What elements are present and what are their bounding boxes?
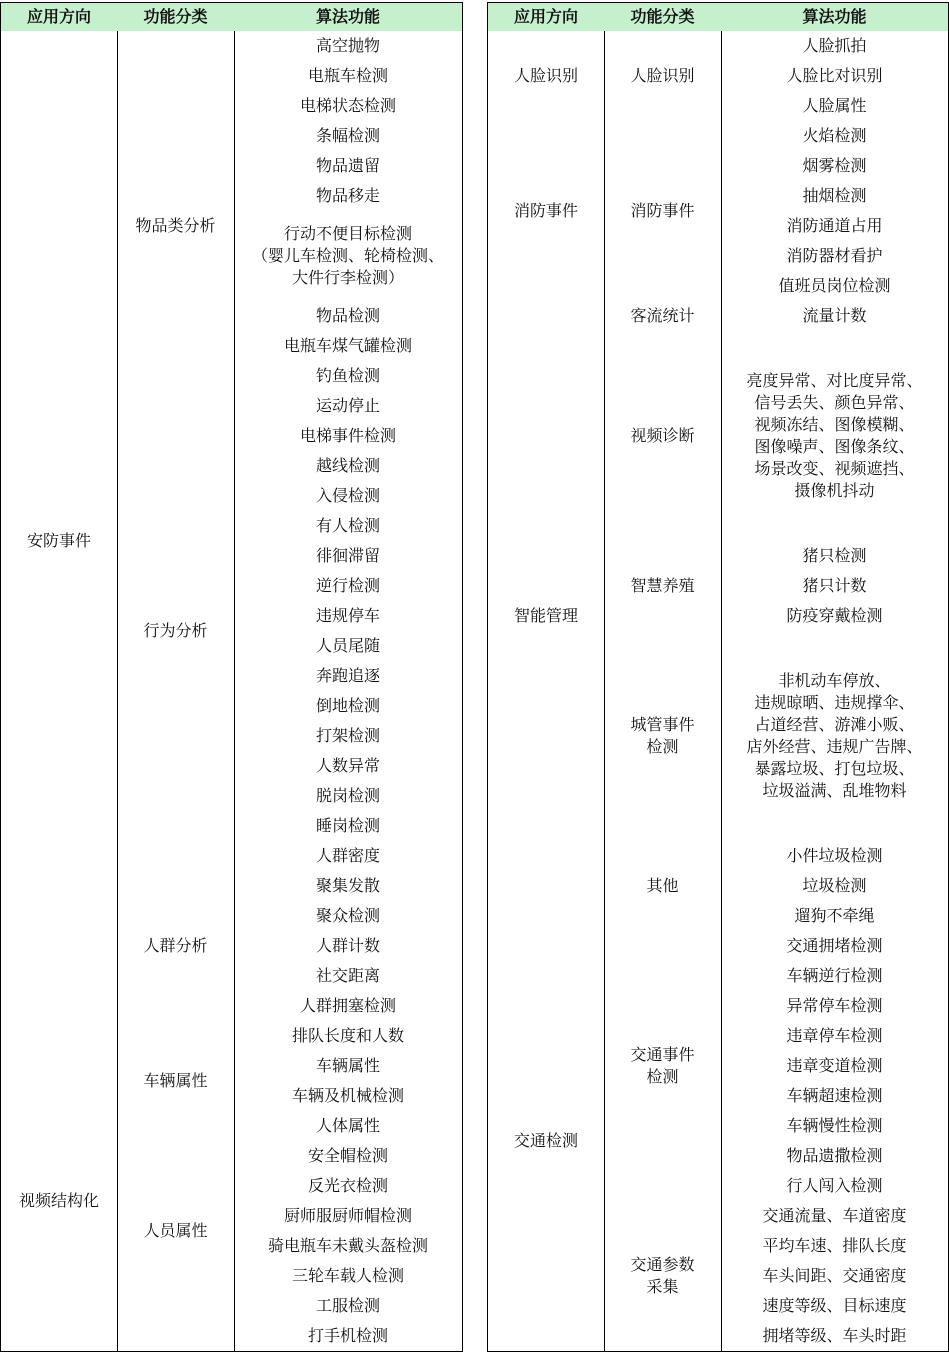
right-function-cell: 防疫穿戴检测	[721, 601, 949, 632]
right-category-cell: 城管事件 检测	[604, 631, 722, 842]
left-function-cell: 条幅检测	[234, 121, 463, 152]
right-category-cell: 人脸识别	[604, 31, 722, 122]
left-function-cell: 人员尾随	[234, 631, 463, 662]
right-function-cell: 车头间距、交通密度	[721, 1261, 949, 1292]
left-category-cell: 人群分析	[117, 841, 235, 1052]
left-function-cell: 电梯事件检测	[234, 421, 463, 452]
right-function-cell: 火焰检测	[721, 121, 949, 152]
right-function-cell: 人脸比对识别	[721, 61, 949, 92]
left-function-cell: 聚集发散	[234, 871, 463, 902]
left-function-cell: 人体属性	[234, 1111, 463, 1142]
left-function-cell: 电梯状态检测	[234, 91, 463, 122]
right-header-category: 功能分类	[604, 2, 722, 32]
left-function-cell: 入侵检测	[234, 481, 463, 512]
right-category-cell: 交通参数 采集	[604, 1201, 722, 1352]
left-function-cell: 打架检测	[234, 721, 463, 752]
right-function-cell: 交通流量、车道密度	[721, 1201, 949, 1232]
left-category-cell: 人员属性	[117, 1111, 235, 1352]
left-function-cell: 排队长度和人数	[234, 1021, 463, 1052]
right-function-cell: 速度等级、目标速度	[721, 1291, 949, 1322]
right-function-cell: 物品遗撒检测	[721, 1141, 949, 1172]
left-function-cell: 社交距离	[234, 961, 463, 992]
left-function-cell: 人数异常	[234, 751, 463, 782]
left-function-cell: 打手机检测	[234, 1321, 463, 1352]
left-function-cell: 反光衣检测	[234, 1171, 463, 1202]
left-function-cell: 行动不便目标检测 （婴儿车检测、轮椅检测、 大件行李检测）	[234, 211, 463, 302]
left-function-cell: 徘徊滞留	[234, 541, 463, 572]
left-function-cell: 骑电瓶车未戴头盔检测	[234, 1231, 463, 1262]
left-function-cell: 车辆属性	[234, 1051, 463, 1082]
left-function-cell: 睡岗检测	[234, 811, 463, 842]
right-function-cell: 违章停车检测	[721, 1021, 949, 1052]
left-function-cell: 物品检测	[234, 301, 463, 332]
right-function-cell: 平均车速、排队长度	[721, 1231, 949, 1262]
right-function-cell: 交通拥堵检测	[721, 931, 949, 962]
left-function-cell: 物品移走	[234, 181, 463, 212]
right-function-cell: 亮度异常、对比度异常、 信号丢失、颜色异常、 视频冻结、图像模糊、 图像噪声、图像条纹、 场景改变、视频遮挡、 摄像机抖动	[721, 331, 949, 542]
right-category-cell: 消防事件	[604, 121, 722, 302]
left-function-cell: 逆行检测	[234, 571, 463, 602]
left-function-cell: 钓鱼检测	[234, 361, 463, 392]
right-function-cell: 烟雾检测	[721, 151, 949, 182]
left-direction-cell: 视频结构化	[0, 1051, 118, 1352]
right-category-cell: 视频诊断	[604, 331, 722, 542]
right-function-cell: 垃圾检测	[721, 871, 949, 902]
left-category-cell: 车辆属性	[117, 1051, 235, 1112]
left-function-cell: 三轮车载人检测	[234, 1261, 463, 1292]
left-function-cell: 奔跑追逐	[234, 661, 463, 692]
right-header-function: 算法功能	[721, 2, 949, 32]
right-function-cell: 违章变道检测	[721, 1051, 949, 1082]
right-function-cell: 车辆慢性检测	[721, 1111, 949, 1142]
left-category-cell: 物品类分析	[117, 31, 235, 422]
left-function-cell: 车辆及机械检测	[234, 1081, 463, 1112]
right-direction-cell: 消防事件	[487, 121, 605, 302]
left-function-cell: 倒地检测	[234, 691, 463, 722]
left-function-cell: 聚众检测	[234, 901, 463, 932]
right-function-cell: 异常停车检测	[721, 991, 949, 1022]
left-function-cell: 人群密度	[234, 841, 463, 872]
left-function-cell: 脱岗检测	[234, 781, 463, 812]
left-function-cell: 高空抛物	[234, 31, 463, 62]
left-function-cell: 违规停车	[234, 601, 463, 632]
right-direction-cell: 智能管理	[487, 301, 605, 932]
left-header-category: 功能分类	[117, 2, 235, 32]
right-function-cell: 流量计数	[721, 301, 949, 332]
right-category-cell: 智慧养殖	[604, 541, 722, 632]
right-function-cell: 值班员岗位检测	[721, 271, 949, 302]
right-category-cell: 客流统计	[604, 301, 722, 332]
left-function-cell: 电瓶车煤气罐检测	[234, 331, 463, 362]
right-function-cell: 猪只检测	[721, 541, 949, 572]
left-direction-cell: 安防事件	[0, 31, 118, 1052]
right-function-cell: 非机动车停放、 违规晾晒、违规撑伞、 占道经营、游滩小贩、 店外经营、违规广告牌、 暴露垃圾、打包垃圾、 垃圾溢满、乱堆物料	[721, 631, 949, 842]
left-function-cell: 电瓶车检测	[234, 61, 463, 92]
right-function-cell: 抽烟检测	[721, 181, 949, 212]
right-direction-cell: 人脸识别	[487, 31, 605, 122]
left-header-direction: 应用方向	[0, 2, 118, 32]
right-direction-cell: 交通检测	[487, 931, 605, 1352]
right-function-cell: 车辆超速检测	[721, 1081, 949, 1112]
right-function-cell: 车辆逆行检测	[721, 961, 949, 992]
left-category-cell: 行为分析	[117, 421, 235, 842]
right-function-cell: 人脸属性	[721, 91, 949, 122]
left-function-cell: 安全帽检测	[234, 1141, 463, 1172]
right-category-cell: 其他	[604, 841, 722, 932]
left-function-cell: 工服检测	[234, 1291, 463, 1322]
right-function-cell: 小件垃圾检测	[721, 841, 949, 872]
left-header-function: 算法功能	[234, 2, 463, 32]
right-function-cell: 人脸抓拍	[721, 31, 949, 62]
right-category-cell: 交通事件 检测	[604, 931, 722, 1202]
left-function-cell: 物品遗留	[234, 151, 463, 182]
left-function-cell: 运动停止	[234, 391, 463, 422]
right-function-cell: 拥堵等级、车头时距	[721, 1321, 949, 1352]
left-function-cell: 越线检测	[234, 451, 463, 482]
right-function-cell: 猪只计数	[721, 571, 949, 602]
left-function-cell: 人群拥塞检测	[234, 991, 463, 1022]
left-function-cell: 厨师服厨师帽检测	[234, 1201, 463, 1232]
right-function-cell: 消防器材看护	[721, 241, 949, 272]
right-function-cell: 消防通道占用	[721, 211, 949, 242]
right-function-cell: 遛狗不牵绳	[721, 901, 949, 932]
left-function-cell: 人群计数	[234, 931, 463, 962]
right-function-cell: 行人闯入检测	[721, 1171, 949, 1202]
left-function-cell: 有人检测	[234, 511, 463, 542]
right-header-direction: 应用方向	[487, 2, 605, 32]
